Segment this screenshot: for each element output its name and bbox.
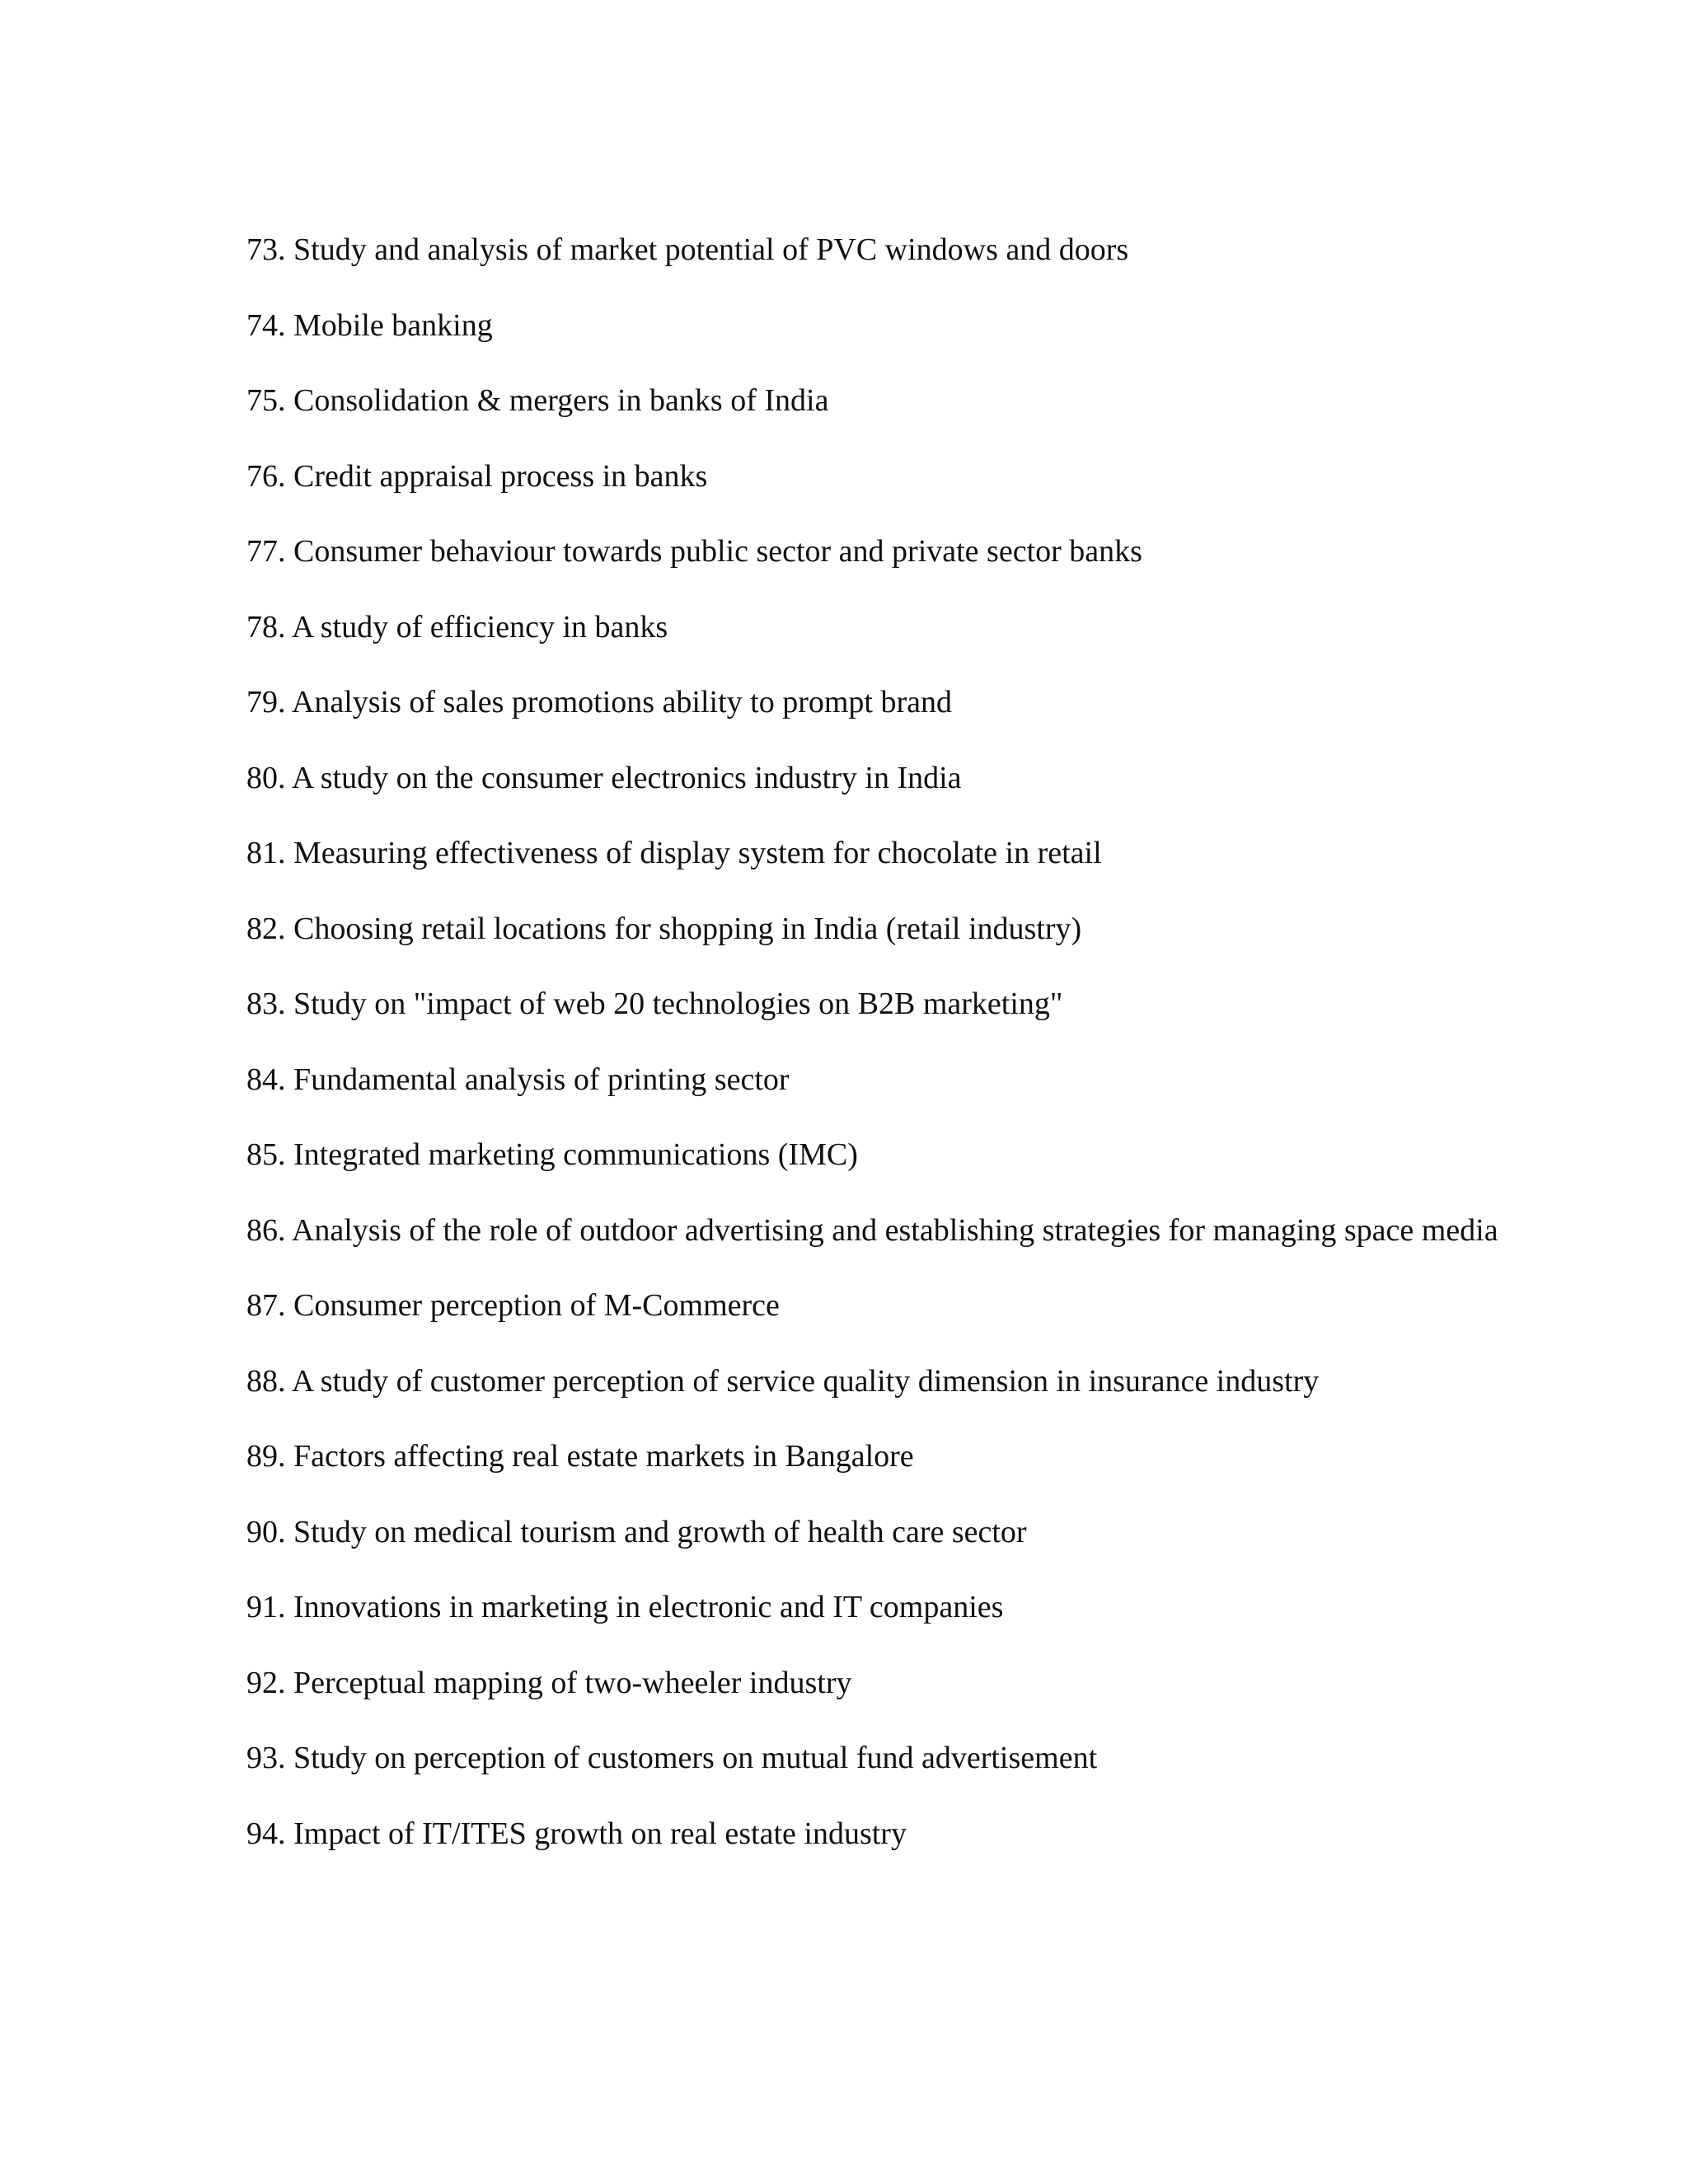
list-item: 81. Measuring effectiveness of display system for chocolate in retail	[246, 836, 1102, 870]
list-item: 85. Integrated marketing communications (IMC)	[246, 1137, 858, 1172]
list-item: 76. Credit appraisal process in banks	[246, 458, 708, 494]
list-item: 92. Perceptual mapping of two-wheeler industry	[246, 1665, 852, 1700]
list-item: 75. Consolidation & mergers in banks of India	[246, 383, 829, 418]
list-item: 82. Choosing retail locations for shopping in India (retail industry)	[246, 911, 1082, 946]
list-item: 91. Innovations in marketing in electronic and IT companies	[246, 1590, 1004, 1624]
topic-list	[246, 231, 1499, 1890]
list-item: 74. Mobile banking	[246, 307, 493, 343]
list-item: 87. Consumer perception of M-Commerce	[246, 1288, 780, 1323]
list-item: 80. A study on the consumer electronics industry in India	[246, 760, 962, 795]
list-item: 78. A study of efficiency in banks	[246, 609, 668, 644]
list-item: 94. Impact of IT/ITES growth on real estate industry	[246, 1816, 907, 1851]
list-item: 73. Study and analysis of market potential of PVC windows and doors	[246, 232, 1129, 267]
list-item: 83. Study on "impact of web 20 technologies on B2B marketing"	[246, 987, 1063, 1021]
list-item: 79. Analysis of sales promotions ability to prompt brand	[246, 685, 952, 719]
list-item: 86. Analysis of the role of outdoor advertising and establishing strategies for managing space media	[246, 1212, 1498, 1248]
list-item: 77. Consumer behaviour towards public sector and private sector banks	[246, 534, 1142, 569]
list-item: 93. Study on perception of customers on mutual fund advertisement	[246, 1741, 1098, 1775]
list-item: 89. Factors affecting real estate markets in Bangalore	[246, 1439, 914, 1474]
list-item: 84. Fundamental analysis of printing sector	[246, 1062, 790, 1097]
list-item: 88. A study of customer perception of service quality dimension in insurance industry	[246, 1363, 1320, 1399]
list-item: 90. Study on medical tourism and growth of health care sector	[246, 1514, 1027, 1549]
